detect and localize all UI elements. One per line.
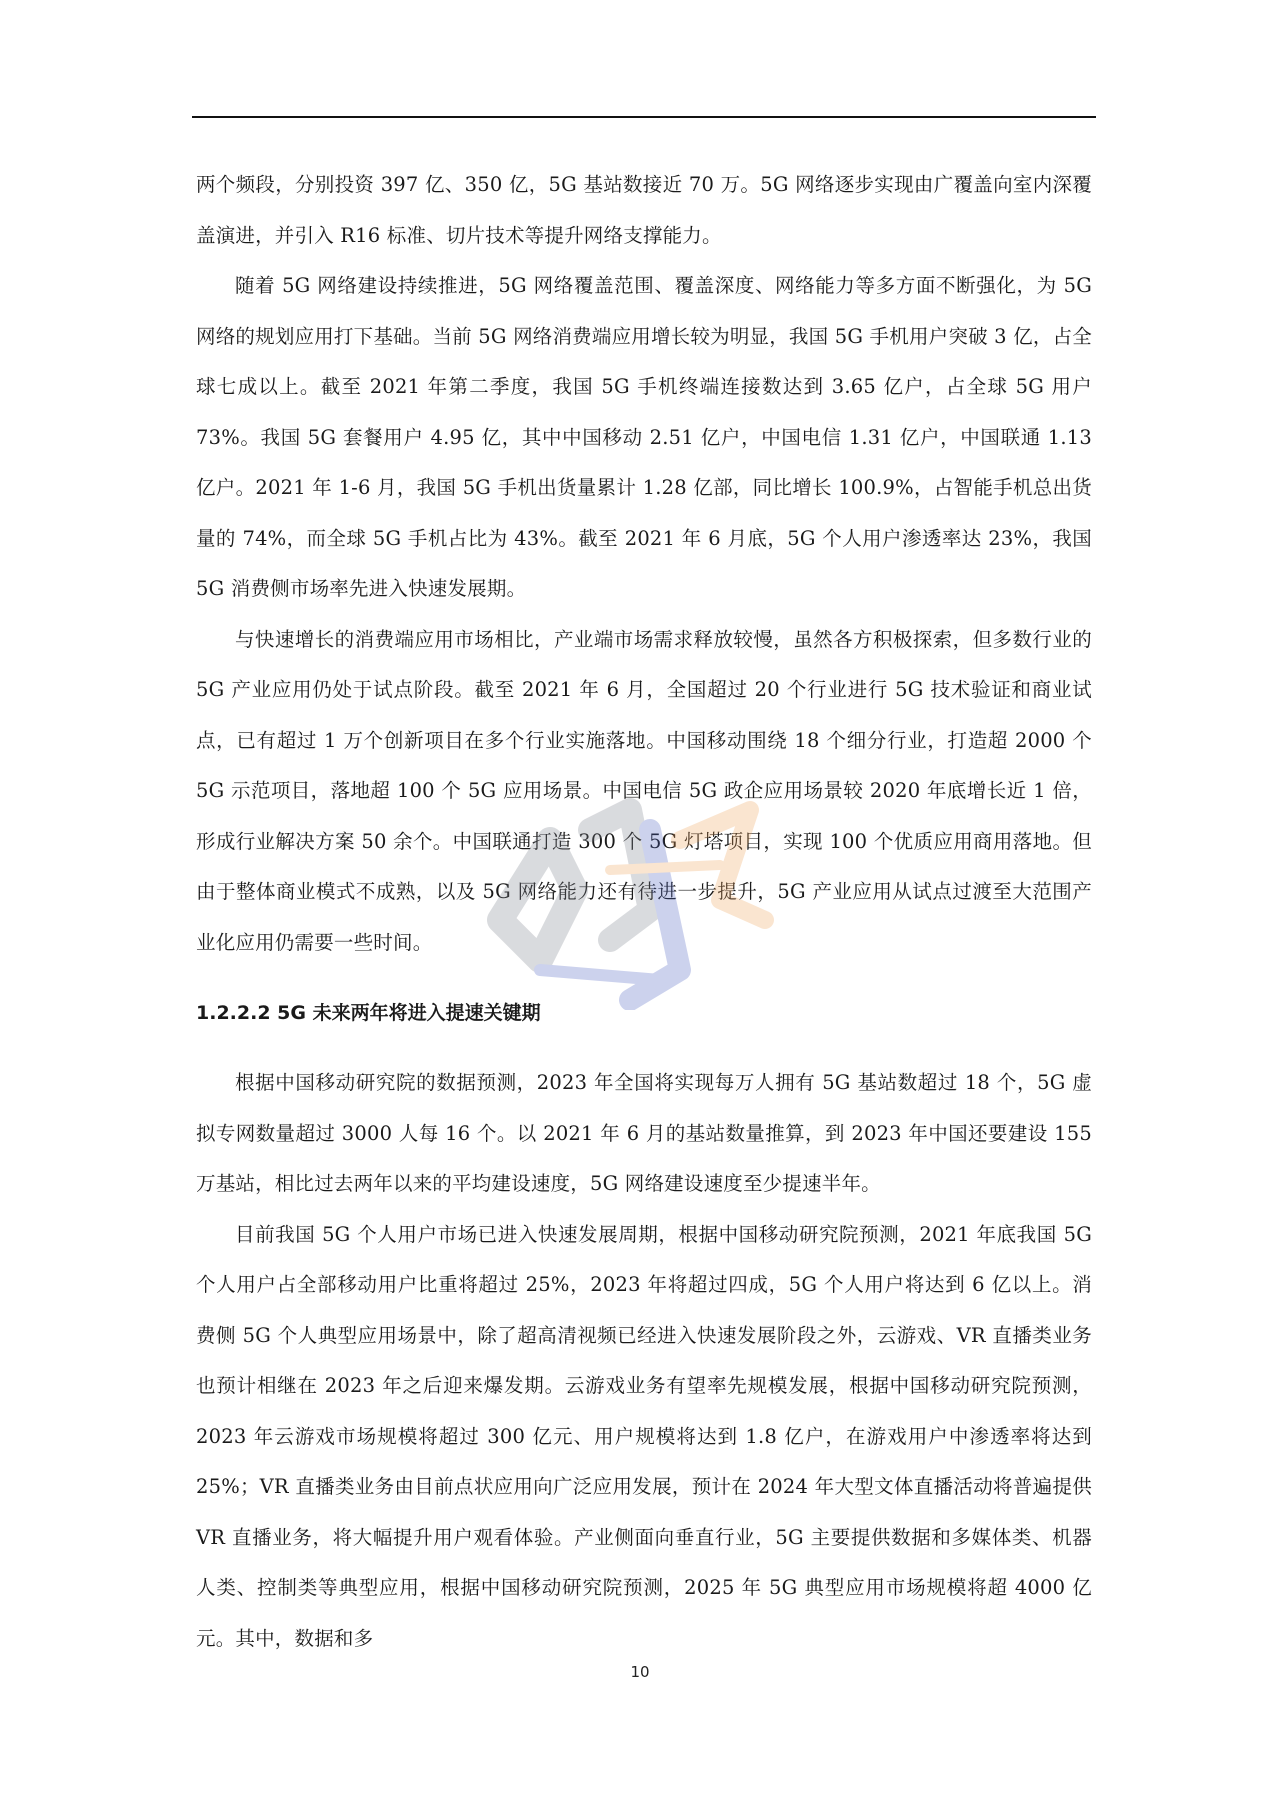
paragraph-personal-user-market: 目前我国 5G 个人用户市场已进入快速发展周期，根据中国移动研究院预测，2021 年底我国 5G 个人用户占全部移动用户比重将超过 25%，2023 年将超过四成，5G 个人用户将达到 6 亿以上。消费侧 5G 个人典型应用场景中，除了超高清视频已经进入快速发展阶段之外，云游戏、VR 直播类业务也预计相继在 2023 年之后迎来爆发期。云游戏业务有望率先规模发展，根据中国移动研究院预测，2023 年云游戏市场规模将超过 300 亿元、用户规模将达到 1.8 亿户，在游戏用户中渗透率将达到 25%；VR 直播类业务由目前点状应用向广泛应用发展，预计在 2024 年大型文体直播活动将普遍提供 VR 直播业务，将大幅提升用户观看体验。产业侧面向垂直行业，5G 主要提供数据和多媒体类、机器人类、控制类等典型应用，根据中国移动研究院预测，2025 年 5G 典型应用市场规模将超 4000 亿元。其中，数据和多 <box>196 1222 1092 1650</box>
page-number: 10 <box>630 1663 650 1681</box>
paragraph-base-station-forecast: 根据中国移动研究院的数据预测，2023 年全国将实现每万人拥有 5G 基站数超过 18 个，5G 虚拟专网数量超过 3000 人每 16 个。以 2021 年 6 月的基站数量推算，到 2023 年中国还要建设 155 万基站，相比过去两年以来的平均建设速度，5G 网络建设速度至少提速半年。 <box>196 1071 1092 1195</box>
header-rule <box>192 116 1096 118</box>
paragraph-industry-application: 与快速增长的消费端应用市场相比，产业端市场需求释放较慢，虽然各方积极探索，但多数行业的 5G 产业应用仍处于试点阶段。截至 2021 年 6 月，全国超过 20 个行业进行 5G 技术验证和商业试点，已有超过 1 万个创新项目在多个行业实施落地。中国移动围绕 18 个细分行业，打造超 2000 个 5G 示范项目，落地超 100 个 5G 应用场景。中国电信 5G 政企应用场景较 2020 年底增长近 1 倍，形成行业解决方案 50 余个。中国联通打造 300 个 5G 灯塔项目，实现 100 个优质应用商用落地。但由于整体商业模式不成熟，以及 5G 网络能力还有待进一步提升，5G 产业应用从试点过渡至大范围产业化应用仍需要一些时间。 <box>196 627 1092 954</box>
section-heading: 1.2.2.2 5G 未来两年将进入提速关键期 <box>196 1002 541 1024</box>
paragraph-continuation: 两个频段，分别投资 397 亿、350 亿，5G 基站数接近 70 万。5G 网络逐步实现由广覆盖向室内深覆盖演进，并引入 R16 标准、切片技术等提升网络支撑能力。 <box>196 173 1092 247</box>
paragraph-consumer-growth: 随着 5G 网络建设持续推进，5G 网络覆盖范围、覆盖深度、网络能力等多方面不断强化，为 5G 网络的规划应用打下基础。当前 5G 网络消费端应用增长较为明显，我国 5G 手机用户突破 3 亿，占全球七成以上。截至 2021 年第二季度，我国 5G 手机终端连接数达到 3.65 亿户，占全球 5G 用户 73%。我国 5G 套餐用户 4.95 亿，其中中国移动 2.51 亿户，中国电信 1.31 亿户，中国联通 1.13 亿户。2021 年 1-6 月，我国 5G 手机出货量累计 1.28 亿部，同比增长 100.9%，占智能手机总出货量的 74%，而全球 5G 手机占比为 43%。截至 2021 年 6 月底，5G 个人用户渗透率达 23%，我国 5G 消费侧市场率先进入快速发展期。 <box>196 274 1092 600</box>
page-content <box>196 160 1092 1664</box>
